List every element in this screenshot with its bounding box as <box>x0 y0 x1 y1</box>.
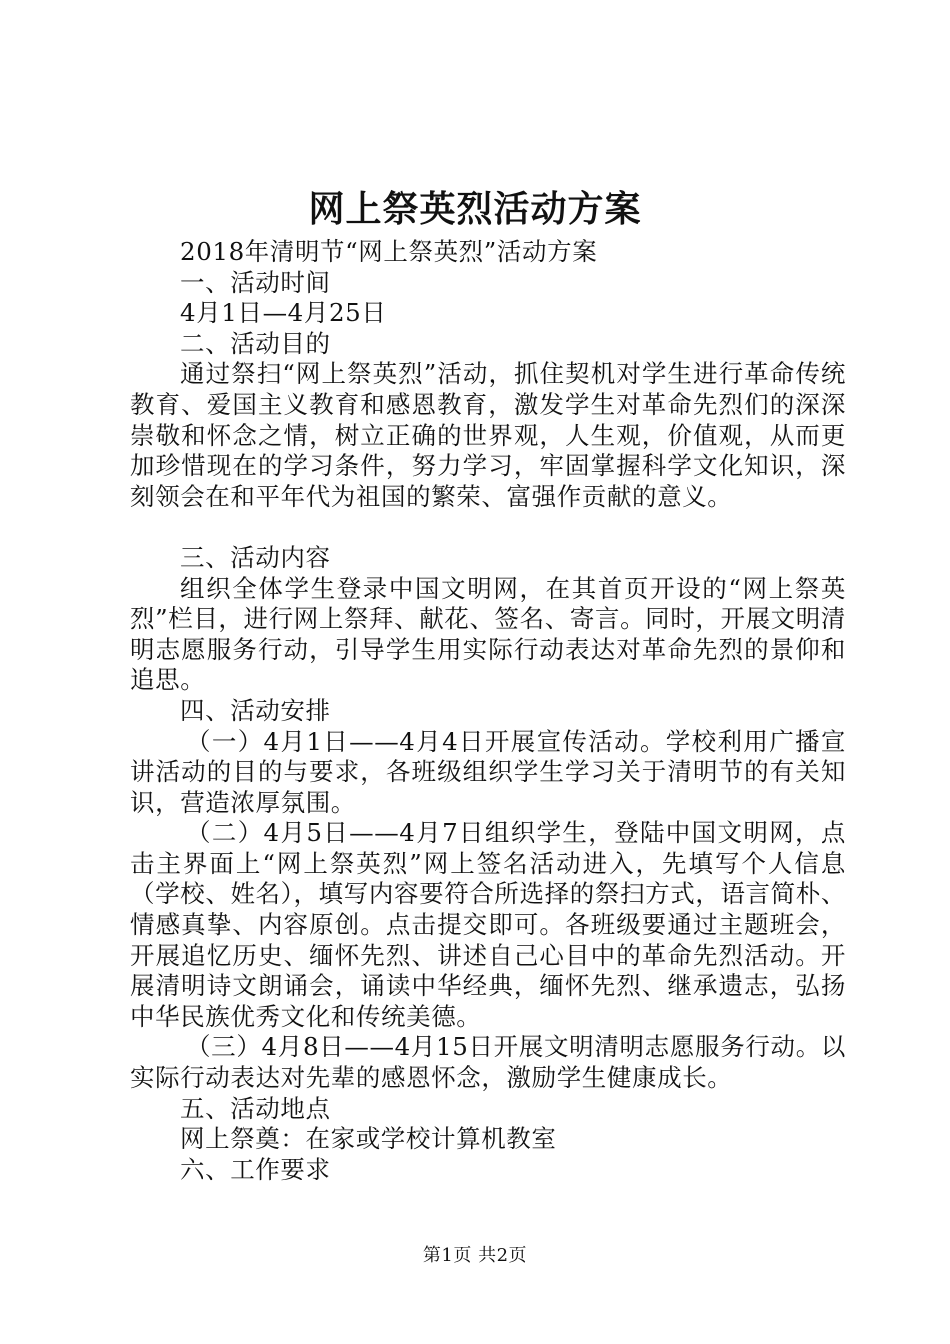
section-heading-location: 五、活动地点 <box>180 1093 331 1123</box>
section-heading-purpose: 二、活动目的 <box>180 328 331 358</box>
blank-line <box>130 512 846 543</box>
activity-dates: 4月1日—4月25日 <box>180 298 387 328</box>
document-title: 网上祭英烈活动方案 <box>308 188 642 230</box>
purpose-paragraph: 通过祭扫“网上祭英烈”活动，抓住契机对学生进行革命传统教育、爱国主义教育和感恩教育，激发学生对革命先烈们的深深崇敬和怀念之情，树立正确的世界观，人生观，价值观，从而更加珍惜现在的学习条件，努力学习，牢固掌握科学文化知识，深刻领会在和平年代为祖国的繁荣、富强作贡献的意义。 <box>130 359 846 511</box>
document-body <box>130 237 846 1185</box>
page-number: 第1页 共2页 <box>422 1245 528 1266</box>
section-heading-content: 三、活动内容 <box>180 542 331 572</box>
section-heading-schedule: 四、活动安排 <box>180 695 331 725</box>
section-heading-requirements: 六、工作要求 <box>180 1154 331 1184</box>
section-heading-time: 一、活动时间 <box>180 267 331 297</box>
schedule-item-1: （一）4月1日——4月4日开展宣传活动。学校利用广播宣讲活动的目的与要求，各班级组织学生学习关于清明节的有关知识，营造浓厚氛围。 <box>130 726 846 817</box>
schedule-item-2: （二）4月5日——4月7日组织学生，登陆中国文明网，点击主界面上“网上祭英烈”网上签名活动进入，先填写个人信息（学校、姓名），填写内容要符合所选择的祭扫方式，语言简朴、情感真挚、内容原创。点击提交即可。各班级要通过主题班会，开展追忆历史、缅怀先烈、讲述自己心目中的革命先烈活动。开展清明诗文朗诵会，诵读中华经典，缅怀先烈、继承遗志，弘扬中华民族优秀文化和传统美德。 <box>130 818 846 1031</box>
location-text: 网上祭奠：在家或学校计算机教室 <box>180 1124 557 1154</box>
schedule-item-3: （三）4月8日——4月15日开展文明清明志愿服务行动。以实际行动表达对先辈的感恩怀念，激励学生健康成长。 <box>130 1032 846 1093</box>
document-subtitle: 2018年清明节“网上祭英烈”活动方案 <box>180 237 598 266</box>
content-paragraph: 组织全体学生登录中国文明网，在其首页开设的“网上祭英烈”栏目，进行网上祭拜、献花、签名、寄言。同时，开展文明清明志愿服务行动，引导学生用实际行动表达对革命先烈的景仰和追思。 <box>130 573 846 695</box>
